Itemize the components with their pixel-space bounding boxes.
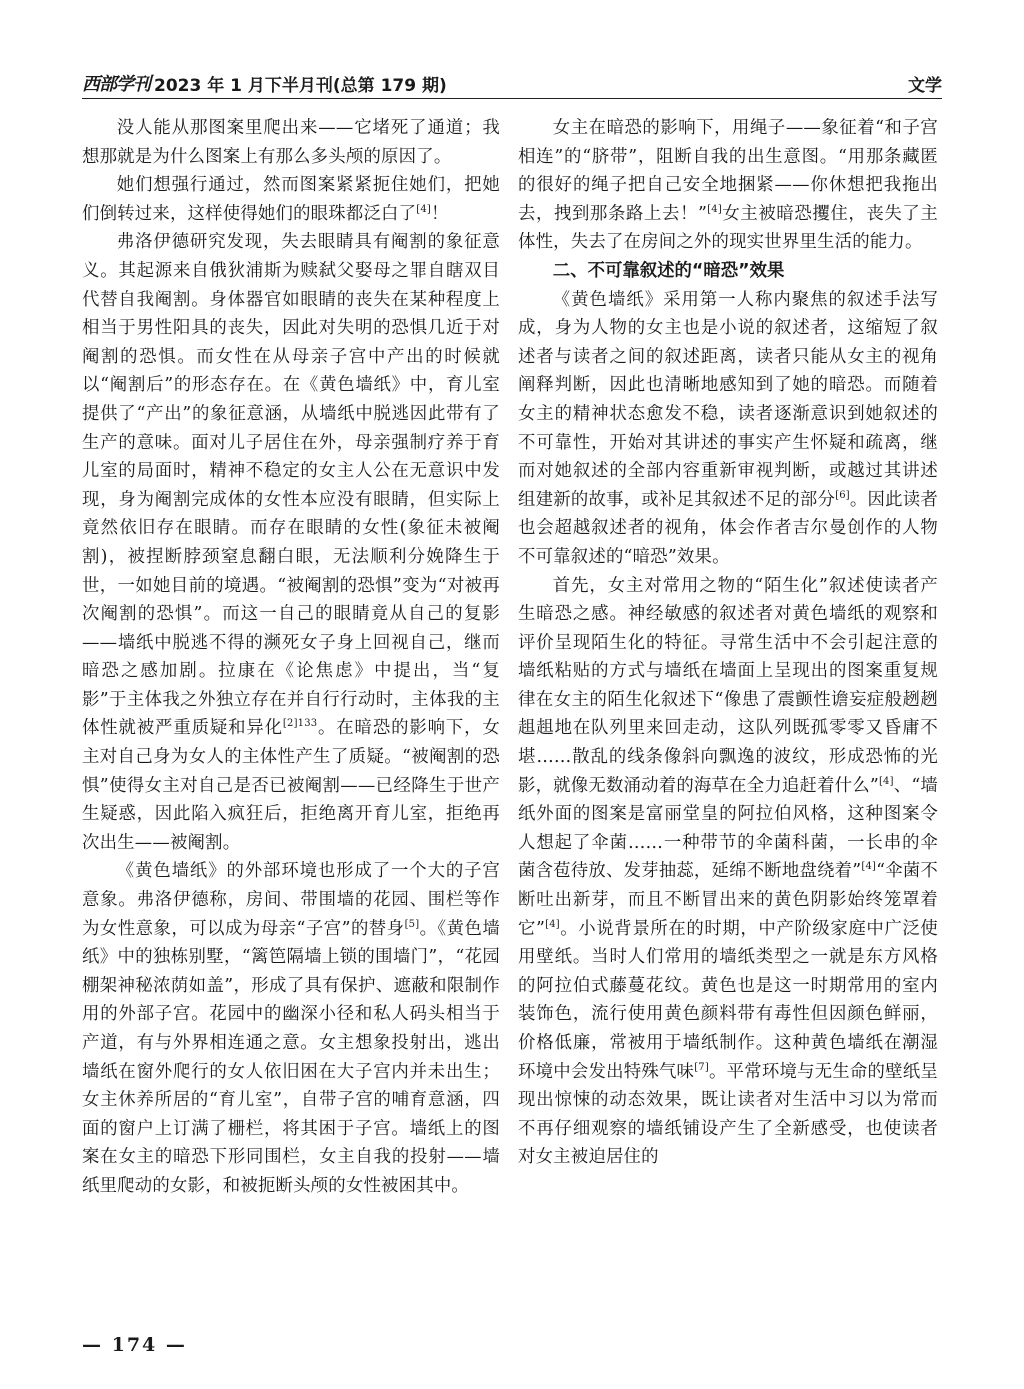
citation: [2]133 [282, 718, 318, 730]
section-label: 文学 [908, 76, 942, 96]
citation: [5] [404, 918, 420, 930]
right-column [518, 114, 938, 1172]
citation: [4] [878, 775, 894, 787]
citation: [7] [694, 1061, 709, 1073]
header-rule [82, 98, 942, 99]
paragraph: 没人能从那图案里爬出来——它堵死了通道；我想那就是为什么图案上有那么多头颅的原因了。 [82, 118, 500, 167]
citation: [4] [545, 918, 560, 930]
journal-logo: 西部学刊 [82, 74, 150, 95]
citation: [4] [707, 203, 722, 215]
paragraph: 女主在暗恐的影响下，用绳子——象征着“和子宫相连”的“脐带”，阻断自我的出生意图。“用那条藏匿的很好的绳子把自己安全地捆紧——你休想把我拖出去，拽到那条路上去！”[4]女主被暗恐攫住，丧失了主体性，失去了在房间之外的现实世界里生活的能力。 [518, 118, 938, 253]
paragraph: 她们想强行通过，然而图案紧紧扼住她们，把她们倒转过来，这样使得她们的眼珠都泛白了[4]！ [82, 175, 500, 224]
section-heading: 二、不可靠叙述的“暗恐”效果 [552, 260, 785, 281]
paragraph: 首先，女主对常用之物的“陌生化”叙述使读者产生暗恐之感。神经敏感的叙述者对黄色墙纸的观察和评价呈现陌生化的特征。寻常生活中不会引起注意的墙纸粘贴的方式与墙纸在墙面上呈现出的图案重复规律在女主的陌生化叙述下“像患了震颤性谵妄症般趔趔趄趄地在队列里来回走动，这队列既孤零零又昏庸不堪……散乱的线条像斜向飘逸的波纹，形成恐怖的光影，就像无数涌动着的海草在全力追赶着什么”[4]、“墙纸外面的图案是富丽堂皇的阿拉伯风格，这种图案令人想起了伞菌……一种带节的伞菌科菌，一长串的伞菌含苞待放、发芽抽蕊，延绵不断地盘绕着”[4]“伞菌不断吐出新芽，而且不断冒出来的黄色阴影始终笼罩着它”[4]。小说背景所在的时期，中产阶级家庭中广泛使用壁纸。当时人们常用的墙纸类型之一就是东方风格的阿拉伯式藤蔓花纹。黄色也是这一时期常用的室内装饰色，流行使用黄色颜料带有毒性但因颜色鲜丽，价格低廉，常被用于墙纸制作。这种黄色墙纸在潮湿环境中会发出特殊气味[7]。平常环境与无生命的壁纸呈现出惊悚的动态效果，既让读者对生活中习以为常而不再仔细观察的墙纸铺设产生了全新感受，也使读者对女主被迫居住的 [518, 575, 939, 1168]
left-column [82, 114, 500, 1201]
issue-info: 2023 年 1 月下半月刊(总第 179 期) [154, 76, 447, 96]
paragraph: 弗洛伊德研究发现，失去眼睛具有阉割的象征意义。其起源来自俄狄浦斯为赎弑父娶母之罪自瞎双目代替自我阉割。身体器官如眼睛的丧失在某种程度上相当于男性阳具的丧失，因此对失明的恐惧几近于对阉割的恐惧。而女性在从母亲子宫中产出的时候就以“阉割后”的形态存在。在《黄色墙纸》中，育儿室提供了“产出”的象征意涵，从墙纸中脱逃因此带有了生产的意味。面对儿子居住在外，母亲强制疗养于育儿室的局面时，精神不稳定的女主人公在无意识中发现，身为阉割完成体的女性本应没有眼睛，但实际上竟然依旧存在眼睛。而存在眼睛的女性(象征未被阉割)，被捏断脖颈窒息翻白眼，无法顺利分娩降生于世，一如她目前的境遇。“被阉割的恐惧”变为“对被再次阉割的恐惧”。而这一自己的眼睛竟从自己的复影——墙纸中脱逃不得的濒死女子身上回视自己，继而暗恐之感加剧。拉康在《论焦虑》中提出，当“复影”于主体我之外独立存在并自行行动时，主体我的主体性就被严重质疑和异化$^{[2]133}$。在暗恐的影响下，女主对自己身为女人的主体性产生了质疑。“被阉割的恐惧”使得女主对自己是否已被阉割——已经降生于世产生疑惑，因此陷入疯狂后，拒绝离开育儿室，拒绝再次出生——被阉割。 [82, 232, 500, 853]
header-left [82, 70, 447, 96]
citation: [4] [861, 861, 877, 873]
paragraph: 《黄色墙纸》采用第一人称内聚焦的叙述手法写成，身为人物的女主也是小说的叙述者，这缩短了叙述者与读者之间的叙述距离，读者只能从女主的视角阐释判断，因此也清晰地感知到了她的暗恐。而随着女主的精神状态愈发不稳，读者逐渐意识到她叙述的不可靠性，开始对其讲述的事实产生怀疑和疏离，继而对她叙述的全部内容重新审视判断，或越过其讲述组建新的故事，或补足其叙述不足的部分[6]。因此读者也会超越叙述者的视角，体会作者吉尔曼创作的人物不可靠叙述的“暗恐”效果。 [518, 289, 938, 567]
citation: [4] [416, 203, 431, 215]
paragraph: 《黄色墙纸》的外部环境也形成了一个大的子宫意象。弗洛伊德称，房间、带围墙的花园、围栏等作为女性意象，可以成为母亲“子宫”的替身[5]。《黄色墙纸》中的独栋别墅，“篱笆隔墙上锁的围墙门”，“花园棚架神秘浓荫如盖”，形成了具有保护、遮蔽和限制作用的外部子宫。花园中的幽深小径和私人码头相当于产道，有与外界相连通之意。女主想象投射出，逃出墙纸在窗外爬行的女人依旧困在大子宫内并未出生；女主休养所居的“育儿室”，自带子宫的哺育意涵，四面的窗户上订满了栅栏，将其困于子宫。墙纸上的图案在女主的暗恐下形同围栏，女主自我的投射——墙纸里爬动的女影，和被扼断头颅的女性被困其中。 [82, 861, 500, 1196]
citation: [6] [835, 489, 850, 501]
page-number: — 174 — [82, 1334, 187, 1356]
page-header [82, 66, 942, 96]
